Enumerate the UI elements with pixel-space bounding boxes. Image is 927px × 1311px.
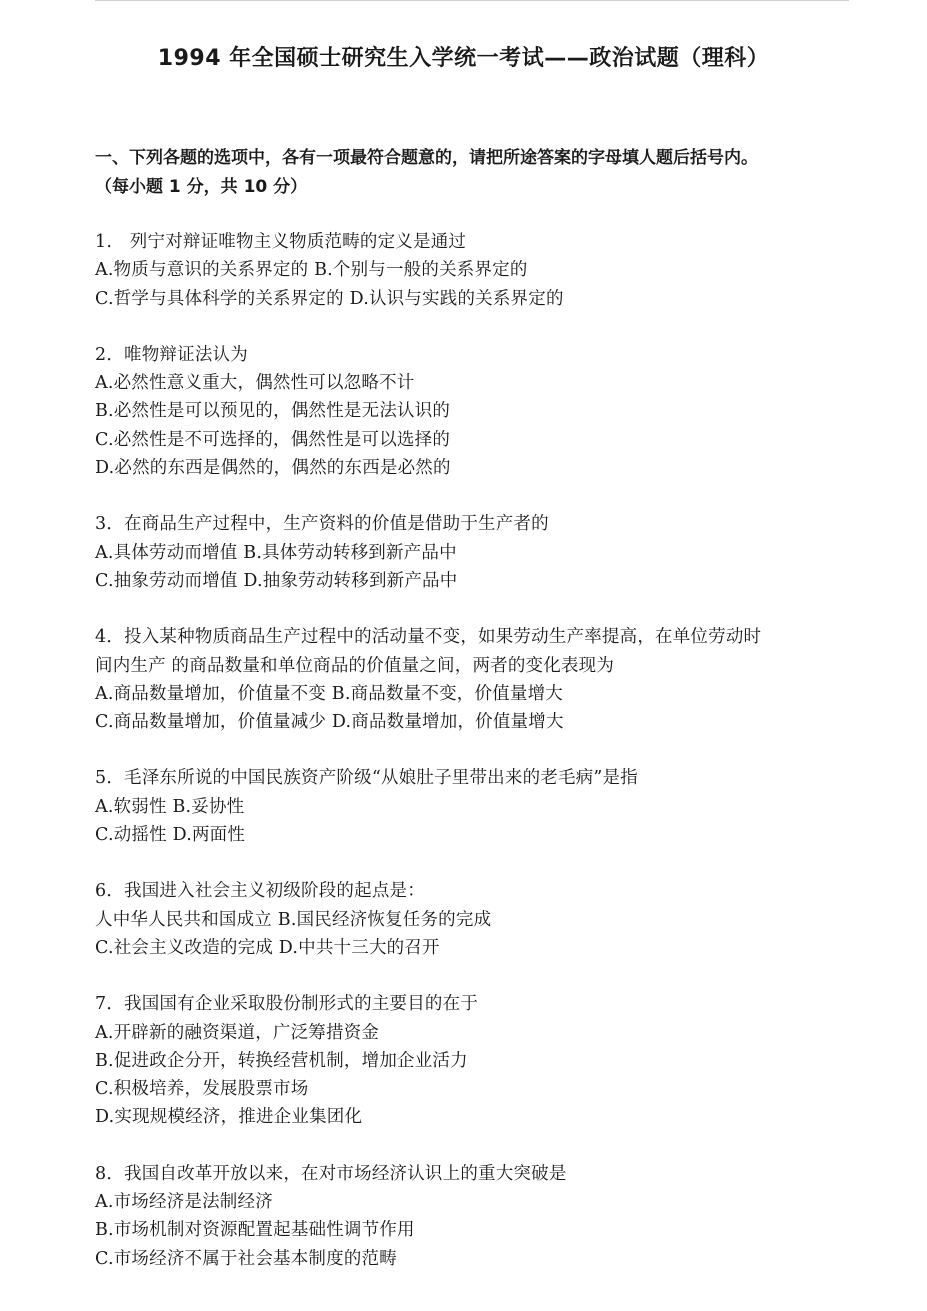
question-2-option-c: C.必然性是不可选择的，偶然性是可以选择的	[95, 429, 451, 450]
question-7-option-a: A.开辟新的融资渠道，广泛筹措资金	[95, 1022, 380, 1043]
question-8-option-c: C.市场经济不属于社会基本制度的范畴	[95, 1248, 397, 1269]
question-3-options-cd: C.抽象劳动而增值 D.抽象劳动转移到新产品中	[95, 570, 458, 591]
question-4-stem-line-1: 4．投入某种物质商品生产过程中的活动量不变，如果劳动生产率提高，在单位劳动时	[95, 627, 762, 648]
question-list	[95, 228, 855, 1301]
question-5-stem: 5．毛泽东所说的中国民族资产阶级“从娘肚子里带出来的老毛病”是指	[95, 768, 638, 789]
instructions-line-1: 一、下列各题的选项中，各有一项最符合题意的，请把所途答案的字母填人题后括号内。	[95, 148, 758, 168]
question-1-options-cd: C.哲学与具体科学的关系界定的 D.认识与实践的关系界定的	[95, 288, 564, 309]
question-2	[95, 341, 855, 482]
question-7	[95, 990, 855, 1131]
question-4	[95, 623, 855, 736]
question-7-option-d: D.实现规模经济，推进企业集团化	[95, 1107, 363, 1128]
question-6-options-ab: 人中华人民共和国成立 B.国民经济恢复任务的完成	[95, 909, 492, 930]
question-4-stem-line-2: 间内生产 的商品数量和单位商品的价值量之间，两者的变化表现为	[95, 655, 615, 676]
question-5	[95, 764, 855, 849]
page-title: 1994 年全国硕士研究生入学统一考试——政治试题（理科）	[157, 46, 770, 71]
question-3-options-ab: A.具体劳动而增值 B.具体劳动转移到新产品中	[95, 542, 457, 563]
question-2-option-a: A.必然性意义重大，偶然性可以忽略不计	[95, 373, 415, 394]
question-1-stem: 1. 列宁对辩证唯物主义物质范畴的定义是通过	[95, 232, 467, 252]
section-instructions	[95, 144, 855, 202]
question-8-option-a: A.市场经济是法制经济	[95, 1192, 273, 1213]
question-8	[95, 1160, 855, 1273]
question-5-options-ab: A.软弱性 B.妥协性	[95, 796, 245, 817]
question-6-options-cd: C.社会主义改造的完成 D.中共十三大的召开	[95, 937, 440, 958]
question-2-stem: 2．唯物辩证法认为	[95, 344, 248, 365]
question-3-stem: 3．在商品生产过程中，生产资料的价值是借助于生产者的	[95, 514, 549, 535]
question-1-options-ab: A.物质与意识的关系界定的 B.个别与一般的关系界定的	[95, 260, 528, 281]
top-rule	[95, 0, 849, 1]
question-1	[95, 228, 855, 313]
question-7-option-b: B.促进政企分开，转换经营机制，增加企业活力	[95, 1050, 468, 1071]
question-6	[95, 877, 855, 962]
question-8-option-b: B.市场机制对资源配置起基础性调节作用	[95, 1220, 415, 1241]
question-3	[95, 510, 855, 595]
question-7-option-c: C.积极培养，发展股票市场	[95, 1079, 309, 1100]
question-6-stem: 6．我国进入社会主义初级阶段的起点是：	[95, 881, 425, 902]
question-2-option-b: B.必然性是可以预见的，偶然性是无法认识的	[95, 401, 451, 422]
question-4-options-ab: A.商品数量增加，价值量不变 B.商品数量不变，价值量增大	[95, 683, 563, 704]
question-4-options-cd: C.商品数量增加，价值量减少 D.商品数量增加，价值量增大	[95, 712, 564, 733]
question-7-stem: 7．我国国有企业采取股份制形式的主要目的在于	[95, 994, 479, 1015]
question-5-options-cd: C.动摇性 D.两面性	[95, 825, 246, 846]
instructions-line-2: （每小题 1 分，共 10 分）	[95, 177, 308, 197]
question-2-option-d: D.必然的东西是偶然的，偶然的东西是必然的	[95, 458, 451, 479]
question-8-stem: 8．我国自改革开放以来，在对市场经济认识上的重大突破是	[95, 1163, 567, 1184]
